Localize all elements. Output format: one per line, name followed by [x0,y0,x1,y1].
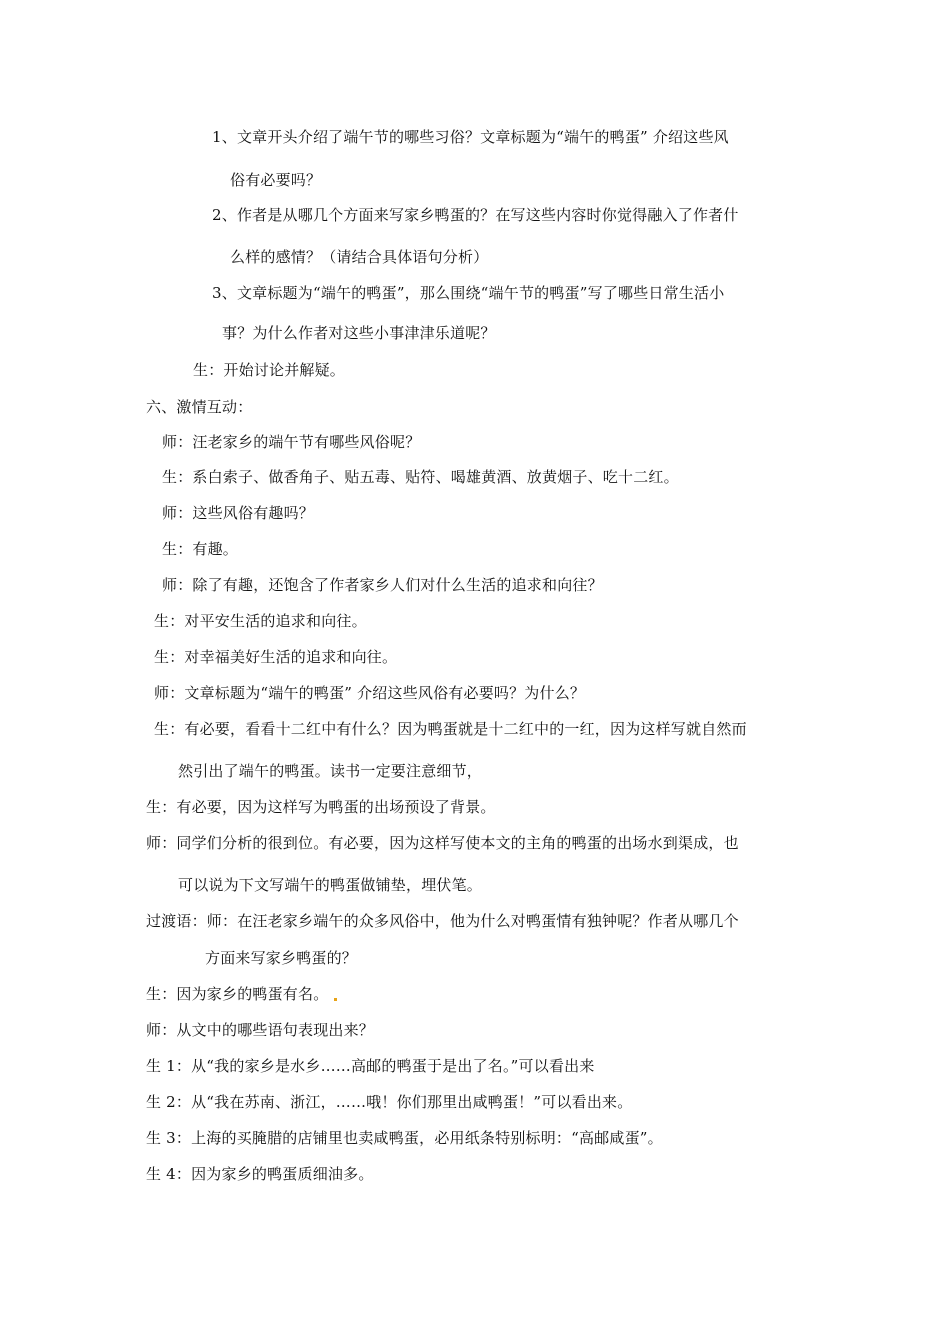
dialogue-line: 可以说为下文写端午的鸭蛋做铺垫，埋伏笔。 [178,876,483,894]
dialogue-line: 师：这些风俗有趣吗？ [162,504,315,522]
dialogue-line: 方面来写家乡鸭蛋的？ [205,949,358,967]
question-1-line-1: 1、文章开头介绍了端午节的哪些习俗？文章标题为“端午的鸭蛋” 介绍这些风 [212,128,729,146]
highlight-dot [334,998,337,1001]
dialogue-line [146,984,337,1004]
dialogue-line: 师：同学们分析的很到位。有必要，因为这样写使本文的主角的鸭蛋的出场水到渠成，也 [146,834,739,852]
dialogue-line: 生：有趣。 [162,540,239,558]
dialogue-line: 生：有必要，看看十二红中有什么？因为鸭蛋就是十二红中的一红，因为这样写就自然而 [154,720,747,738]
question-3-line-1: 3、文章标题为“端午的鸭蛋”，那么围绕“端午节的鸭蛋”写了哪些日常生活小 [212,284,725,302]
dialogue-line: 生：对幸福美好生活的追求和向往。 [154,648,398,666]
dialogue-line: 师：除了有趣，还饱含了作者家乡人们对什么生活的追求和向往？ [162,576,603,594]
dialogue-line: 生 2：从“我在苏南、浙江，……哦！你们那里出咸鸭蛋！”可以看出来。 [146,1093,633,1111]
question-2-line-2: 么样的感情？（请结合具体语句分析） [230,248,489,266]
dialogue-text: 生：因为家乡的鸭蛋有名。 [146,985,329,1003]
dialogue-line: 生：对平安生活的追求和向往。 [154,612,367,630]
dialogue-line: 生 3：上海的买腌腊的店铺里也卖咸鸭蛋，必用纸条特别标明：“高邮咸蛋”。 [146,1129,663,1147]
dialogue-line: 师：文章标题为“端午的鸭蛋” 介绍这些风俗有必要吗？为什么？ [154,684,586,702]
dialogue-line: 师：汪老家乡的端午节有哪些风俗呢？ [162,433,421,451]
student-discuss: 生：开始讨论并解疑。 [193,361,346,379]
question-2-line-1: 2、作者是从哪几个方面来写家乡鸭蛋的？在写这些内容时你觉得融入了作者什 [212,206,739,224]
dialogue-line: 生：系白索子、做香角子、贴五毒、贴符、喝雄黄酒、放黄烟子、吃十二红。 [162,468,679,486]
dialogue-line: 然引出了端午的鸭蛋。读书一定要注意细节， [178,762,483,780]
section-heading: 六、激情互动： [146,398,253,416]
dialogue-line: 生 1：从“我的家乡是水乡……高邮的鸭蛋于是出了名。”可以看出来 [146,1057,595,1075]
question-3-line-2: 事？为什么作者对这些小事津津乐道呢？ [222,324,496,342]
dialogue-line: 师：从文中的哪些语句表现出来？ [146,1021,375,1039]
dialogue-line: 过渡语：师：在汪老家乡端午的众多风俗中，他为什么对鸭蛋情有独钟呢？作者从哪几个 [146,912,739,930]
dialogue-line: 生：有必要，因为这样写为鸭蛋的出场预设了背景。 [146,798,496,816]
dialogue-line: 生 4：因为家乡的鸭蛋质细油多。 [146,1165,374,1183]
question-1-line-2: 俗有必要吗？ [230,171,322,189]
